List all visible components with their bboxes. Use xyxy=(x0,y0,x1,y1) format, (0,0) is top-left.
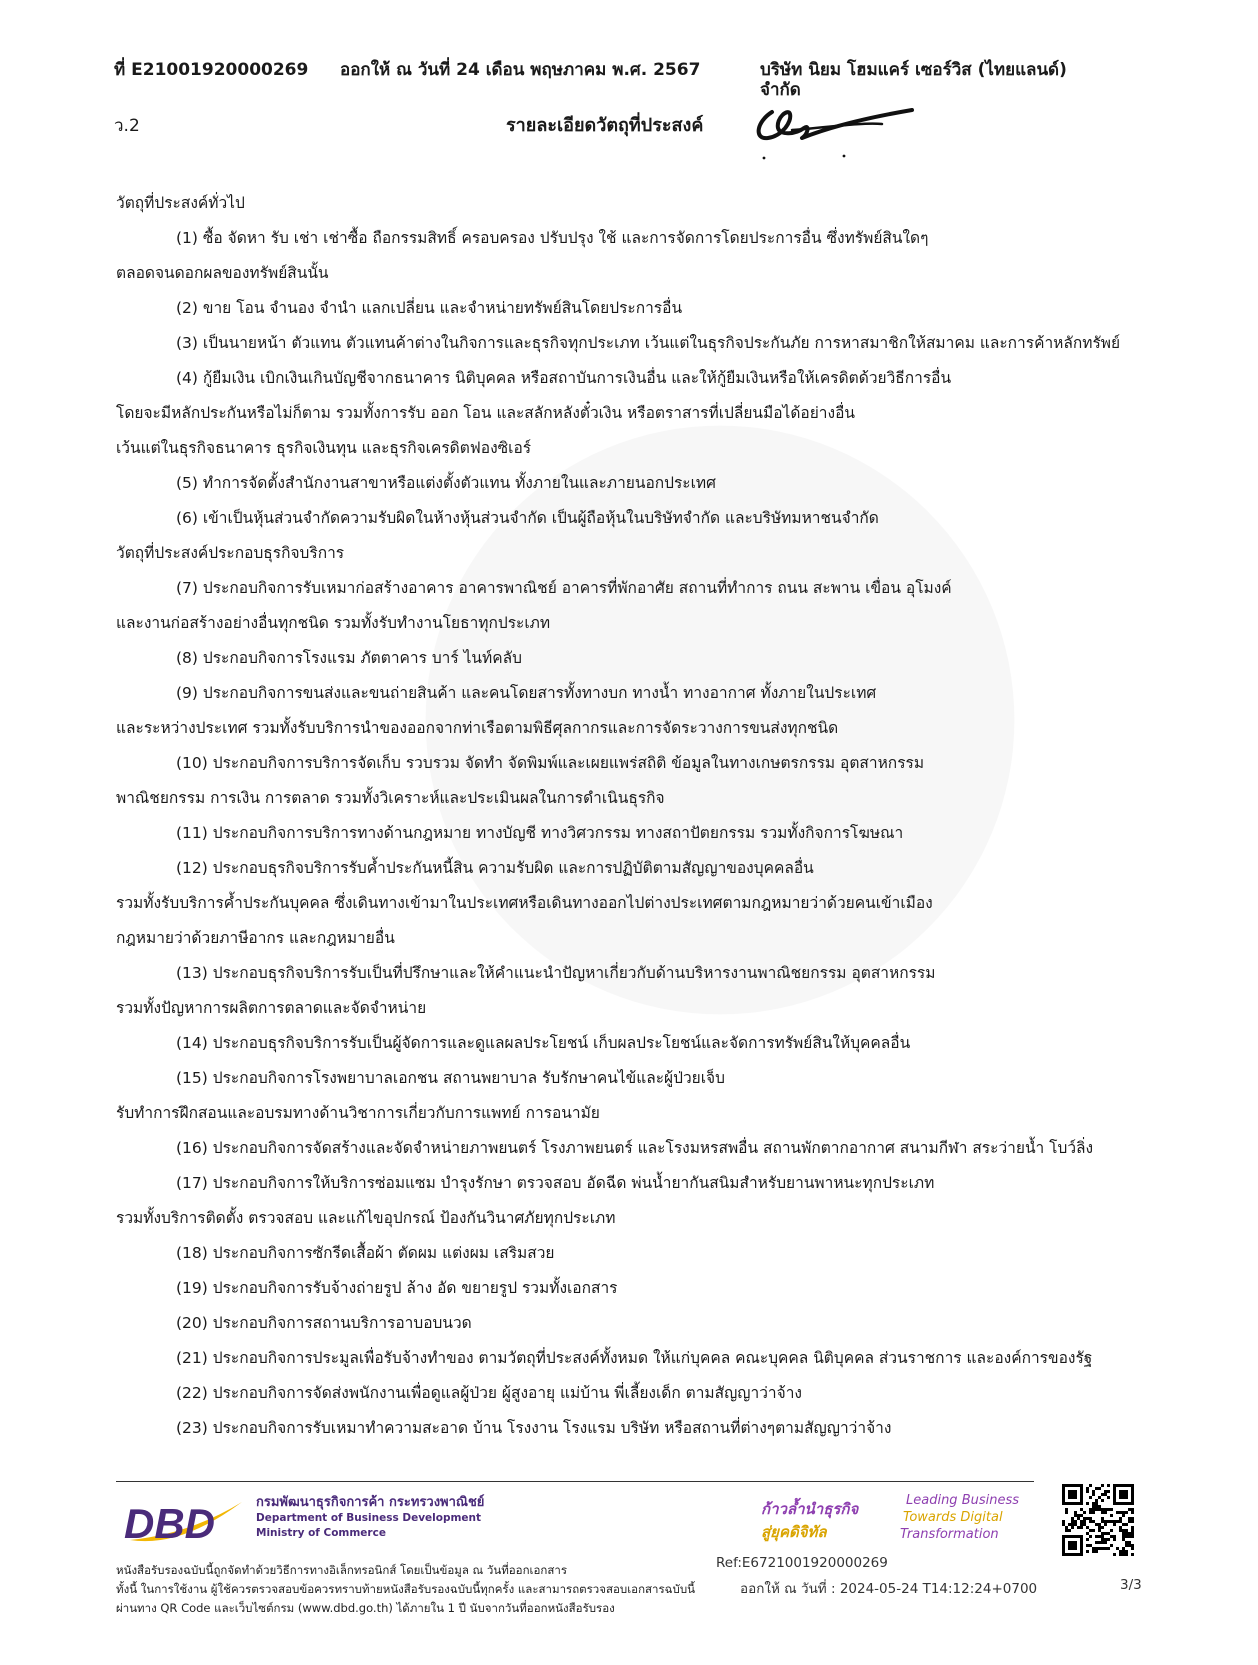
department-name-thai: กรมพัฒนาธุรกิจการค้า กระทรวงพาณิชย์ xyxy=(256,1495,485,1510)
objective-line: (23) ประกอบกิจการรับเหมาทำความสะอาด บ้าน โรงงาน โรงแรม บริษัท หรือสถานที่ต่างๆตามสัญญาว่าจ้าง xyxy=(176,1419,892,1437)
slogan-thai-line1: ก้าวล้ำนำธุรกิจ xyxy=(761,1500,859,1518)
dbd-logo-icon xyxy=(120,1494,248,1550)
objective-line: (4) กู้ยืมเงิน เบิกเงินเกินบัญชีจากธนาคาร นิติบุคคล หรือสถาบันการเงินอื่น และให้กู้ยืมเงินหรือให้เครดิตด้วยวิธีการอื่น xyxy=(176,369,952,387)
qr-code-icon[interactable] xyxy=(1062,1484,1134,1556)
company-suffix: จำกัด xyxy=(760,80,801,100)
objective-line: วัตถุที่ประสงค์ทั่วไป xyxy=(116,194,245,212)
objective-line: (2) ขาย โอน จำนอง จำนำ แลกเปลี่ยน และจำหน่ายทรัพย์สินโดยประการอื่น xyxy=(176,299,683,317)
slogan-english-line1: Leading Business xyxy=(906,1493,1020,1508)
objective-line: (18) ประกอบกิจการซักรีดเสื้อผ้า ตัดผม แต่งผม เสริมสวย xyxy=(176,1244,555,1262)
objective-line: (22) ประกอบกิจการจัดส่งพนักงานเพื่อดูแลผู้ป่วย ผู้สูงอายุ แม่บ้าน พี่เลี้ยงเด็ก ตามสัญญาว่าจ้าง xyxy=(176,1384,802,1402)
objective-line: (13) ประกอบธุรกิจบริการรับเป็นที่ปรึกษาและให้คำแนะนำปัญหาเกี่ยวกับด้านบริหารงานพาณิชยกรรม อุตสาหกรรม xyxy=(176,964,936,982)
objectives-body xyxy=(116,186,1146,1446)
objective-line: ตลอดจนดอกผลของทรัพย์สินนั้น xyxy=(116,264,329,282)
objective-line: (15) ประกอบกิจการโรงพยาบาลเอกชน สถานพยาบาล รับรักษาคนไข้และผู้ป่วยเจ็บ xyxy=(176,1069,725,1087)
company-name: บริษัท นิยม โฮมแคร์ เซอร์วิส (ไทยแลนด์) xyxy=(760,60,1067,80)
objective-line: พาณิชยกรรม การเงิน การตลาด รวมทั้งวิเคราะห์และประเมินผลในการดำเนินธุรกิจ xyxy=(116,789,665,807)
issue-date: ออกให้ ณ วันที่ 24 เดือน พฤษภาคม พ.ศ. 2567 xyxy=(340,60,701,80)
objective-line: (9) ประกอบกิจการขนส่งและขนถ่ายสินค้า และคนโดยสารทั้งทางบก ทางน้ำ ทางอากาศ ทั้งภายในประเทศ xyxy=(176,684,877,702)
slogan-english-line3: Transformation xyxy=(900,1527,999,1542)
objective-line: รวมทั้งบริการติดตั้ง ตรวจสอบ และแก้ไขอุปกรณ์ ป้องกันวินาศภัยทุกประเภท xyxy=(116,1209,616,1227)
footer-divider xyxy=(116,1481,1034,1482)
footer-note-line2: ทั้งนี้ ในการใช้งาน ผู้ใช้ควรตรวจสอบข้อควรทราบท้ายหนังสือรับรองฉบับนี้ทุกครั้ง และสามารถตรวจสอบเอกสารฉบับนี้ xyxy=(116,1582,695,1596)
objective-line: (6) เข้าเป็นหุ้นส่วนจำกัดความรับผิดในห้างหุ้นส่วนจำกัด เป็นผู้ถือหุ้นในบริษัทจำกัด และบริษัทมหาชนจำกัด xyxy=(176,509,879,527)
objective-line: (7) ประกอบกิจการรับเหมาก่อสร้างอาคาร อาคารพาณิชย์ อาคารที่พักอาศัย สถานที่ทำการ ถนน สะพาน เขื่อน อุโมงค์ xyxy=(176,579,952,597)
footer-note-line3: ผ่านทาง QR Code และเว็บไซต์กรม (www.dbd.go.th) ได้ภายใน 1 ปี นับจากวันที่ออกหนังสือรับรอง xyxy=(116,1601,615,1615)
objective-line: กฎหมายว่าด้วยภาษีอากร และกฎหมายอื่น xyxy=(116,929,395,947)
reference-number: Ref:E6721001920000269 xyxy=(716,1555,888,1571)
objective-line: (3) เป็นนายหน้า ตัวแทน ตัวแทนค้าต่างในกิจการและธุรกิจทุกประเภท เว้นแต่ในธุรกิจประกันภัย การหาสมาชิกให้สมาคม และการค้าหลักทรัพย์ xyxy=(176,334,1121,352)
objective-line: รวมทั้งปัญหาการผลิตการตลาดและจัดจำหน่าย xyxy=(116,999,427,1017)
objective-line: (12) ประกอบธุรกิจบริการรับค้ำประกันหนี้สิน ความรับผิด และการปฏิบัติตามสัญญาของบุคคลอื่น xyxy=(176,859,814,877)
objective-line: (5) ทำการจัดตั้งสำนักงานสาขาหรือแต่งตั้งตัวแทน ทั้งภายในและภายนอกประเทศ xyxy=(176,474,716,492)
objective-line: (10) ประกอบกิจการบริการจัดเก็บ รวบรวม จัดทำ จัดพิมพ์และเผยแพร่สถิติ ข้อมูลในทางเกษตรกรรม อุตสาหกรรม xyxy=(176,754,925,772)
page-title: รายละเอียดวัตถุที่ประสงค์ xyxy=(506,115,704,136)
dbd-logo-text: DBD xyxy=(124,1500,215,1547)
slogan-thai-line2: สู่ยุคดิจิทัล xyxy=(761,1523,827,1541)
objective-line: (17) ประกอบกิจการให้บริการซ่อมแซม บำรุงรักษา ตรวจสอบ อัดฉีด พ่นน้ำยากันสนิมสำหรับยานพาหนะทุกประเภท xyxy=(176,1174,935,1192)
objective-line: โดยจะมีหลักประกันหรือไม่ก็ตาม รวมทั้งการรับ ออก โอน และสลักหลังตั๋วเงิน หรือตราสารที่เปลี่ยนมือได้อย่างอื่น xyxy=(116,404,855,422)
footer-note-line1: หนังสือรับรองฉบับนี้ถูกจัดทำด้วยวิธีการทางอิเล็กทรอนิกส์ โดยเป็นข้อมูล ณ วันที่ออกเอกสาร xyxy=(116,1563,568,1577)
objective-line: (19) ประกอบกิจการรับจ้างถ่ายรูป ล้าง อัด ขยายรูป รวมทั้งเอกสาร xyxy=(176,1279,618,1297)
objective-line: (14) ประกอบธุรกิจบริการรับเป็นผู้จัดการและดูแลผลประโยชน์ เก็บผลประโยชน์และจัดการทรัพย์สินให้บุคคลอื่น xyxy=(176,1034,911,1052)
department-name-english: Department of Business Development xyxy=(256,1512,482,1524)
objective-line: (1) ซื้อ จัดหา รับ เช่า เช่าซื้อ ถือกรรมสิทธิ์ ครอบครอง ปรับปรุง ใช้ และการจัดการโดยประการอื่น ซึ่งทรัพย์สินใดๆ xyxy=(176,229,929,247)
objective-line: และระหว่างประเทศ รวมทั้งรับบริการนำของออกจากท่าเรือตามพิธีศุลกากรและการจัดระวางการขนส่งทุกชนิด xyxy=(116,719,839,737)
slogan-english-line2: Towards Digital xyxy=(903,1510,1003,1525)
objective-line: เว้นแต่ในธุรกิจธนาคาร ธุรกิจเงินทุน และธุรกิจเครดิตฟองซิเอร์ xyxy=(116,439,532,457)
objective-line: รวมทั้งรับบริการค้ำประกันบุคคล ซึ่งเดินทางเข้ามาในประเทศหรือเดินทางออกไปต่างประเทศตามกฎหมายว่าด้วยคนเข้าเมือง xyxy=(116,894,933,912)
issued-timestamp: ออกให้ ณ วันที่ : 2024-05-24 T14:12:24+0700 xyxy=(740,1581,1038,1597)
ministry-name-english: Ministry of Commerce xyxy=(256,1527,386,1539)
objective-line: (8) ประกอบกิจการโรงแรม ภัตตาคาร บาร์ ไนท์คลับ xyxy=(176,649,522,667)
signature xyxy=(752,100,927,168)
document-number: ที่ E21001920000269 xyxy=(114,60,309,80)
objective-line: วัตถุที่ประสงค์ประกอบธุรกิจบริการ xyxy=(116,544,345,562)
objective-line: รับทำการฝึกสอนและอบรมทางด้านวิชาการเกี่ยวกับการแพทย์ การอนามัย xyxy=(116,1104,600,1122)
page-number: 3/3 xyxy=(1120,1577,1142,1593)
objective-line: และงานก่อสร้างอย่างอื่นทุกชนิด รวมทั้งรับทำงานโยธาทุกประเภท xyxy=(116,614,551,632)
objective-line: (20) ประกอบกิจการสถานบริการอาบอบนวด xyxy=(176,1314,472,1332)
objective-line: (21) ประกอบกิจการประมูลเพื่อรับจ้างทำของ ตามวัตถุที่ประสงค์ทั้งหมด ให้แก่บุคคล คณะบุคคล นิติบุคคล ส่วนราชการ และองค์การของรัฐ xyxy=(176,1349,1093,1367)
objective-line: (16) ประกอบกิจการจัดสร้างและจัดจำหน่ายภาพยนตร์ โรงภาพยนตร์ และโรงมหรสพอื่น สถานพักตากอากาศ สนามกีฬา สระว่ายน้ำ โบว์ลิ่ง xyxy=(176,1139,1094,1157)
objective-line: (11) ประกอบกิจการบริการทางด้านกฎหมาย ทางบัญชี ทางวิศวกรรม ทางสถาปัตยกรรม รวมทั้งกิจการโฆษณา xyxy=(176,824,904,842)
section-code: ว.2 xyxy=(114,116,140,136)
